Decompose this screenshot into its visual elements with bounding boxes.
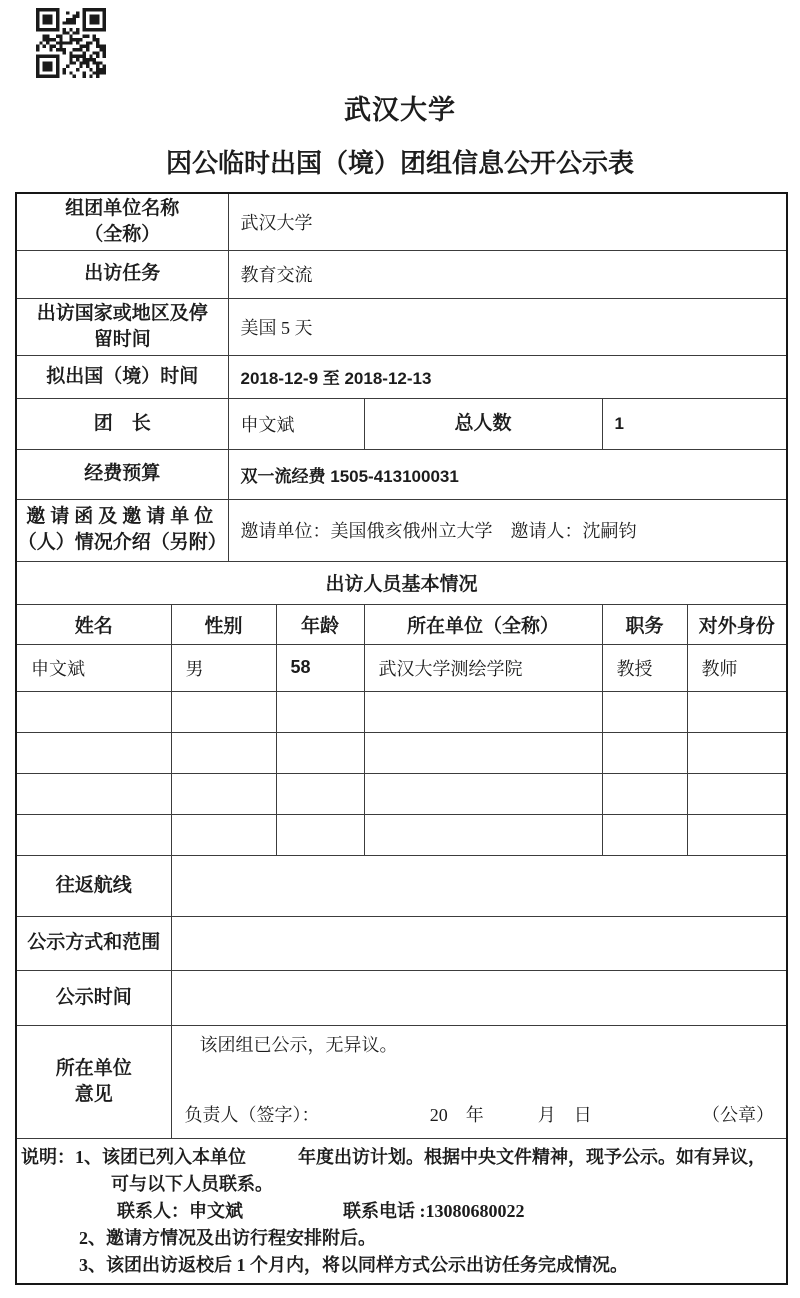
personnel-row-empty bbox=[16, 773, 787, 814]
mission-value: 教育交流 bbox=[228, 250, 787, 298]
cell-unit bbox=[364, 814, 602, 855]
sign-label: 负责人（签字）： bbox=[184, 1104, 320, 1125]
personnel-row bbox=[16, 644, 787, 691]
note-line-1a: 说明：1、该团已列入本单位 bbox=[21, 1146, 246, 1167]
cell-position bbox=[602, 814, 687, 855]
dates-value: 2018-12-9 至 2018-12-13 bbox=[228, 355, 787, 398]
cell-position: 教授 bbox=[602, 644, 687, 691]
row-notes bbox=[16, 1138, 787, 1284]
destination-label bbox=[16, 298, 228, 355]
personnel-row-empty bbox=[16, 691, 787, 732]
cell-external-identity bbox=[687, 691, 787, 732]
cell-name bbox=[16, 691, 171, 732]
personnel-row-empty bbox=[16, 732, 787, 773]
cell-position bbox=[602, 773, 687, 814]
unit-opinion-label-line1: 所在单位 bbox=[55, 1057, 132, 1079]
header-gender: 性别 bbox=[171, 604, 276, 644]
cell-unit: 武汉大学测绘学院 bbox=[364, 644, 602, 691]
destination-value: 美国 5 天 bbox=[228, 298, 787, 355]
budget-label: 经费预算 bbox=[16, 449, 228, 499]
cell-gender: 男 bbox=[171, 644, 276, 691]
destination-label-line1: 出访国家或地区及停 bbox=[36, 302, 208, 324]
mission-label: 出访任务 bbox=[16, 250, 228, 298]
opinion-sign-line bbox=[185, 1101, 775, 1127]
cell-name bbox=[16, 773, 171, 814]
note-line-1 bbox=[21, 1144, 778, 1171]
cell-gender bbox=[171, 732, 276, 773]
route-label: 往返航线 bbox=[16, 855, 171, 916]
note-line-5: 3、该团出访返校后 1 个月内，将以同样方式公示出访任务完成情况。 bbox=[79, 1254, 628, 1275]
form-table bbox=[15, 192, 788, 1285]
form-title: 因公临时出国（境）团组信息公开公示表 bbox=[165, 149, 634, 178]
cell-external-identity bbox=[687, 732, 787, 773]
note-line-1b: 年度出访计划。根据中央文件精神，现予公示。如有异议， bbox=[298, 1146, 766, 1167]
unit-opinion-label-line2: 意见 bbox=[74, 1083, 113, 1105]
notes-cell bbox=[16, 1138, 787, 1284]
invitation-label bbox=[16, 499, 228, 561]
notes-content bbox=[17, 1139, 786, 1283]
cell-name bbox=[16, 814, 171, 855]
publicity-time-label: 公示时间 bbox=[16, 970, 171, 1025]
cell-unit bbox=[364, 773, 602, 814]
cell-name: 申文斌 bbox=[16, 644, 171, 691]
row-leader bbox=[16, 398, 787, 449]
org-title: 武汉大学 bbox=[344, 95, 456, 125]
invitation-label-line1: 邀请函及邀请单位 bbox=[26, 506, 219, 527]
row-budget bbox=[16, 449, 787, 499]
cell-age bbox=[276, 732, 364, 773]
leader-value: 申文斌 bbox=[228, 398, 364, 449]
cell-external-identity bbox=[687, 773, 787, 814]
cell-gender bbox=[171, 814, 276, 855]
personnel-header-row bbox=[16, 604, 787, 644]
sign-date: 20 年 月 日 bbox=[429, 1104, 592, 1125]
header-position: 职务 bbox=[602, 604, 687, 644]
dates-label: 拟出国（境）时间 bbox=[16, 355, 228, 398]
group-unit-label-line1: 组团单位名称 bbox=[65, 197, 180, 219]
cell-age bbox=[276, 691, 364, 732]
row-personnel-section bbox=[16, 561, 787, 604]
row-publicity-method bbox=[16, 916, 787, 970]
publicity-method-label: 公示方式和范围 bbox=[16, 916, 171, 970]
opinion-statement: 该团组已公示，无异议。 bbox=[199, 1034, 398, 1055]
personnel-row-empty bbox=[16, 814, 787, 855]
group-unit-value: 武汉大学 bbox=[228, 193, 787, 250]
note-line-3 bbox=[117, 1198, 778, 1225]
cell-age: 58 bbox=[276, 644, 364, 691]
header-external-identity: 对外身份 bbox=[687, 604, 787, 644]
cell-unit bbox=[364, 691, 602, 732]
contact-phone: 联系电话 :13080680022 bbox=[343, 1200, 525, 1221]
cell-external-identity bbox=[687, 814, 787, 855]
cell-name bbox=[16, 732, 171, 773]
budget-value: 双一流经费 1505-413100031 bbox=[228, 449, 787, 499]
header-age: 年龄 bbox=[276, 604, 364, 644]
header-name: 姓名 bbox=[16, 604, 171, 644]
unit-opinion-content bbox=[172, 1026, 787, 1133]
cell-external-identity: 教师 bbox=[687, 644, 787, 691]
route-value bbox=[171, 855, 787, 916]
row-publicity-time bbox=[16, 970, 787, 1025]
group-unit-label bbox=[16, 193, 228, 250]
cell-age bbox=[276, 773, 364, 814]
row-route bbox=[16, 855, 787, 916]
cell-gender bbox=[171, 773, 276, 814]
row-dates bbox=[16, 355, 787, 398]
note-line-2: 可与以下人员联系。 bbox=[111, 1173, 273, 1194]
unit-opinion-label bbox=[16, 1025, 171, 1138]
note-line-4: 2、邀请方情况及出访行程安排附后。 bbox=[79, 1227, 376, 1248]
total-count-label: 总人数 bbox=[364, 398, 602, 449]
publicity-time-value bbox=[171, 970, 787, 1025]
contact-person: 联系人：申文斌 bbox=[117, 1200, 243, 1221]
total-count-value: 1 bbox=[602, 398, 787, 449]
invitation-value: 邀请单位：美国俄亥俄州立大学 邀请人：沈嗣钧 bbox=[228, 499, 787, 561]
publicity-method-value bbox=[171, 916, 787, 970]
group-unit-label-line2: （全称） bbox=[84, 223, 161, 245]
header-unit: 所在单位（全称） bbox=[364, 604, 602, 644]
cell-gender bbox=[171, 691, 276, 732]
row-unit-opinion bbox=[16, 1025, 787, 1138]
seal-label: （公章） bbox=[702, 1104, 774, 1125]
row-destination bbox=[16, 298, 787, 355]
destination-label-line2: 留时间 bbox=[93, 328, 151, 350]
unit-opinion-value bbox=[171, 1025, 787, 1138]
row-group-unit bbox=[16, 193, 787, 250]
cell-position bbox=[602, 691, 687, 732]
cell-position bbox=[602, 732, 687, 773]
row-mission bbox=[16, 250, 787, 298]
row-invitation bbox=[16, 499, 787, 561]
cell-unit bbox=[364, 732, 602, 773]
leader-label: 团 长 bbox=[16, 398, 228, 449]
cell-age bbox=[276, 814, 364, 855]
qr-code-icon bbox=[36, 8, 106, 78]
personnel-section-title: 出访人员基本情况 bbox=[16, 561, 787, 604]
invitation-label-line2: （人）情况介绍（另附） bbox=[17, 532, 227, 553]
